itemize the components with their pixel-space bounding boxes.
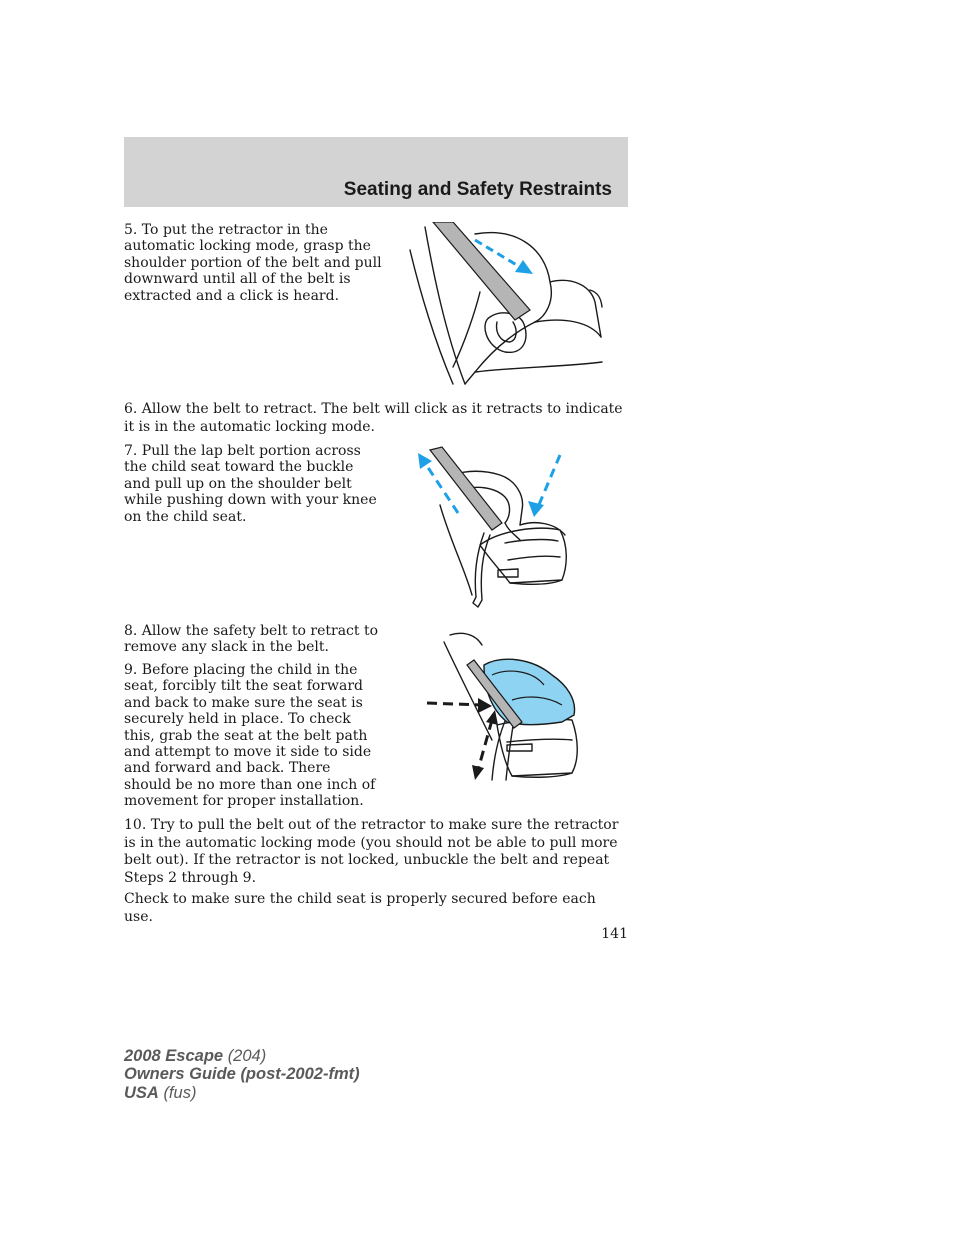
page-number: 141 <box>601 926 628 942</box>
figure-lap-belt-pull <box>410 445 575 610</box>
figure-retractor-pull <box>405 222 605 387</box>
figure-seat-tilt-check <box>422 630 582 785</box>
document-footer <box>124 1047 360 1102</box>
step-8-text: 8. Allow the safety belt to retract to remove any slack in the belt. <box>124 623 379 656</box>
step-7-text: 7. Pull the lap belt portion across the child seat toward the buckle and pull up on the shoulder belt while pushing down with your knee on the child seat. <box>124 443 377 525</box>
footer-region: USA <box>124 1083 159 1102</box>
step-6-text: 6. Allow the belt to retract. The belt will click as it retracts to indicate it is in the automatic locking mode. <box>124 401 623 435</box>
step-10-text: 10. Try to pull the belt out of the retractor to make sure the retractor is in the automatic locking mode (you should not be able to pull more belt out). If the retractor is not locked, unbuckle the belt and repeat Steps 2 through 9. <box>124 817 619 886</box>
footer-model: 2008 Escape <box>124 1047 224 1065</box>
final-check-text: Check to make sure the child seat is properly secured before each use. <box>124 891 596 925</box>
step-9-text: 9. Before placing the child in the seat, forcibly tilt the seat forward and back to make sure the seat is securely held in place. To check this, grab the seat at the belt path and attempt to move it side to side and forward and back. There should be no more than one inch of movement for proper installation. <box>124 662 376 810</box>
footer-region-code: (fus) <box>163 1083 197 1102</box>
section-header <box>124 137 628 207</box>
footer-model-code: (204) <box>227 1047 267 1065</box>
step-5-text: 5. To put the retractor in the automatic locking mode, grasp the shoulder portion of the belt and pull downward until all of the belt is extracted and a click is heard. <box>124 222 382 304</box>
footer-guide: Owners Guide (post-2002-fmt) <box>124 1065 360 1084</box>
section-title: Seating and Safety Restraints <box>343 179 612 200</box>
